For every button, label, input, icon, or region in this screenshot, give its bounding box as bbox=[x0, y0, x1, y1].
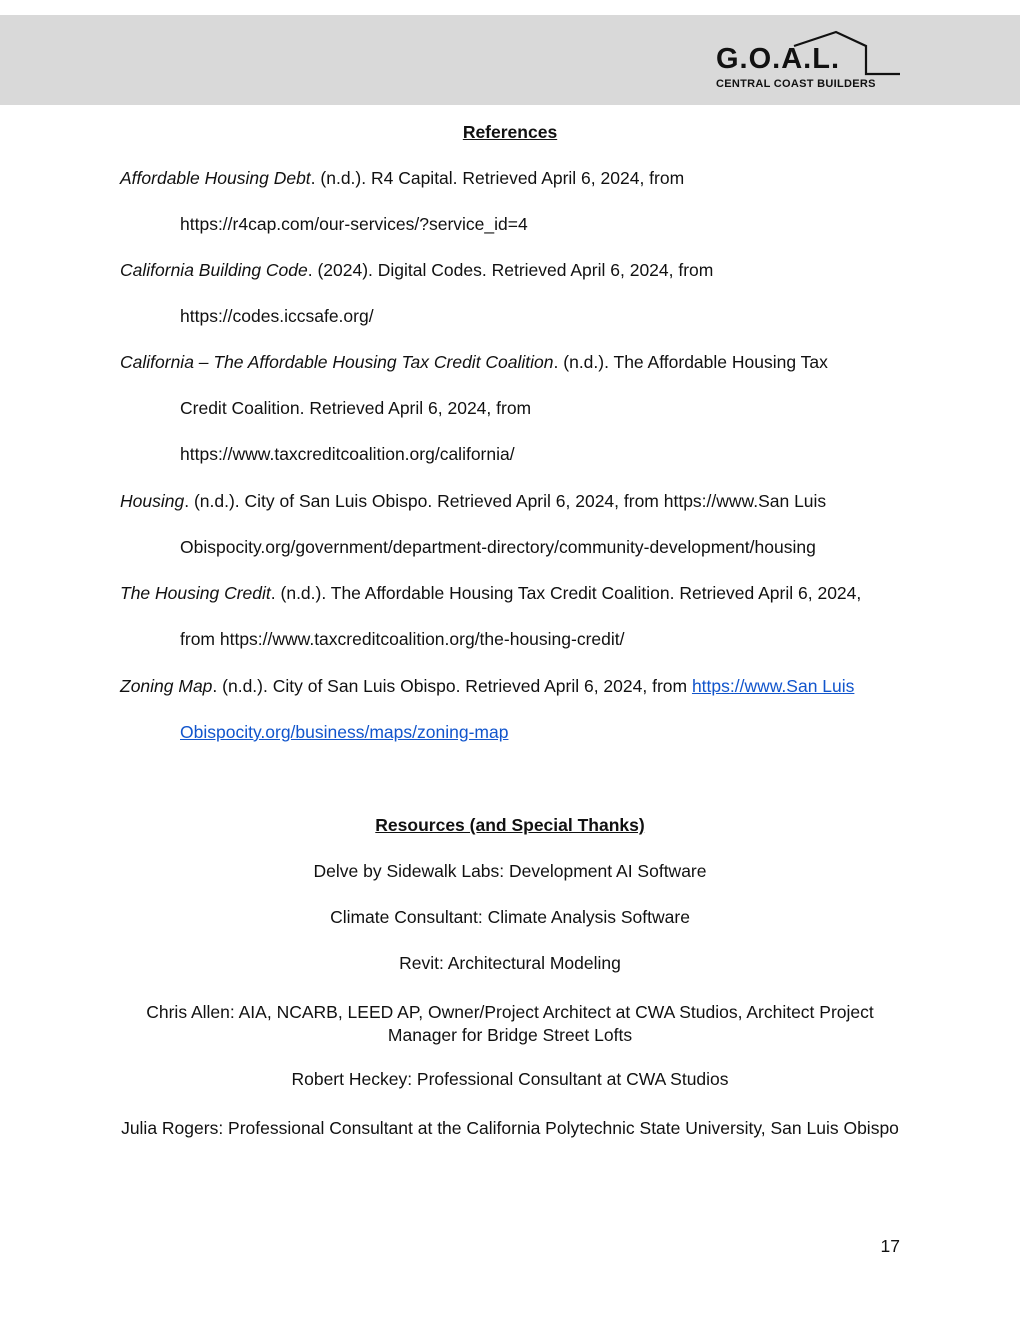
reference-title: Zoning Map bbox=[120, 676, 213, 696]
reference-continuation: from https://www.taxcreditcoalition.org/the-housing-credit/ bbox=[180, 629, 625, 649]
reference-title: Affordable Housing Debt bbox=[120, 168, 311, 188]
reference-title: The Housing Credit bbox=[120, 583, 271, 603]
reference-entry: Affordable Housing Debt. (n.d.). R4 Capital. Retrieved April 6, 2024, from bbox=[120, 168, 685, 188]
zoning-map-link[interactable]: https://www.San Luis bbox=[691, 676, 855, 696]
references-heading: References bbox=[462, 122, 558, 142]
reference-entry: Zoning Map. (n.d.). City of San Luis Obispo. Retrieved April 6, 2024, from https://www.San Luis bbox=[120, 676, 855, 696]
reference-continuation: https://www.taxcreditcoalition.org/california/ bbox=[180, 444, 515, 464]
logo-main-text: G.O.A.L. bbox=[716, 43, 840, 75]
resource-item: Chris Allen: AIA, NCARB, LEED AP, Owner/Project Architect at CWA Studios, Architect Project Manager for Bridge Street Lofts bbox=[146, 1002, 874, 1045]
resource-item: Revit: Architectural Modeling bbox=[399, 953, 621, 973]
zoning-map-link-continuation[interactable]: Obispocity.org/business/maps/zoning-map bbox=[180, 722, 509, 742]
reference-entry: The Housing Credit. (n.d.). The Affordable Housing Tax Credit Coalition. Retrieved April 6, 2024, bbox=[120, 583, 862, 603]
resource-item: Robert Heckey: Professional Consultant at CWA Studios bbox=[291, 1069, 729, 1089]
page-number: 17 bbox=[880, 1236, 900, 1256]
resource-item: Climate Consultant: Climate Analysis Software bbox=[330, 907, 690, 927]
reference-continuation: https://codes.iccsafe.org/ bbox=[180, 306, 374, 326]
reference-continuation bbox=[180, 724, 508, 742]
resource-item: Delve by Sidewalk Labs: Development AI Software bbox=[313, 861, 707, 881]
reference-continuation: Credit Coalition. Retrieved April 6, 2024, from bbox=[180, 398, 532, 418]
resource-item: Julia Rogers: Professional Consultant at the California Polytechnic State University, San Luis Obispo bbox=[121, 1118, 899, 1138]
reference-entry: California – The Affordable Housing Tax Credit Coalition. (n.d.). The Affordable Housing Tax bbox=[120, 352, 828, 372]
reference-entry: California Building Code. (2024). Digital Codes. Retrieved April 6, 2024, from bbox=[120, 260, 714, 280]
reference-continuation: https://r4cap.com/our-services/?service_id=4 bbox=[180, 214, 528, 234]
reference-continuation: Obispocity.org/government/department-directory/community-development/housing bbox=[180, 537, 816, 557]
goal-logo bbox=[712, 30, 912, 94]
logo-subtitle: CENTRAL COAST BUILDERS bbox=[716, 78, 876, 90]
reference-title: Housing bbox=[120, 491, 185, 511]
reference-entry: Housing. (n.d.). City of San Luis Obispo. Retrieved April 6, 2024, from https://www.San Luis bbox=[120, 491, 827, 511]
reference-title: California – The Affordable Housing Tax Credit Coalition bbox=[120, 352, 554, 372]
reference-title: California Building Code bbox=[120, 260, 308, 280]
resources-heading: Resources (and Special Thanks) bbox=[375, 815, 645, 835]
